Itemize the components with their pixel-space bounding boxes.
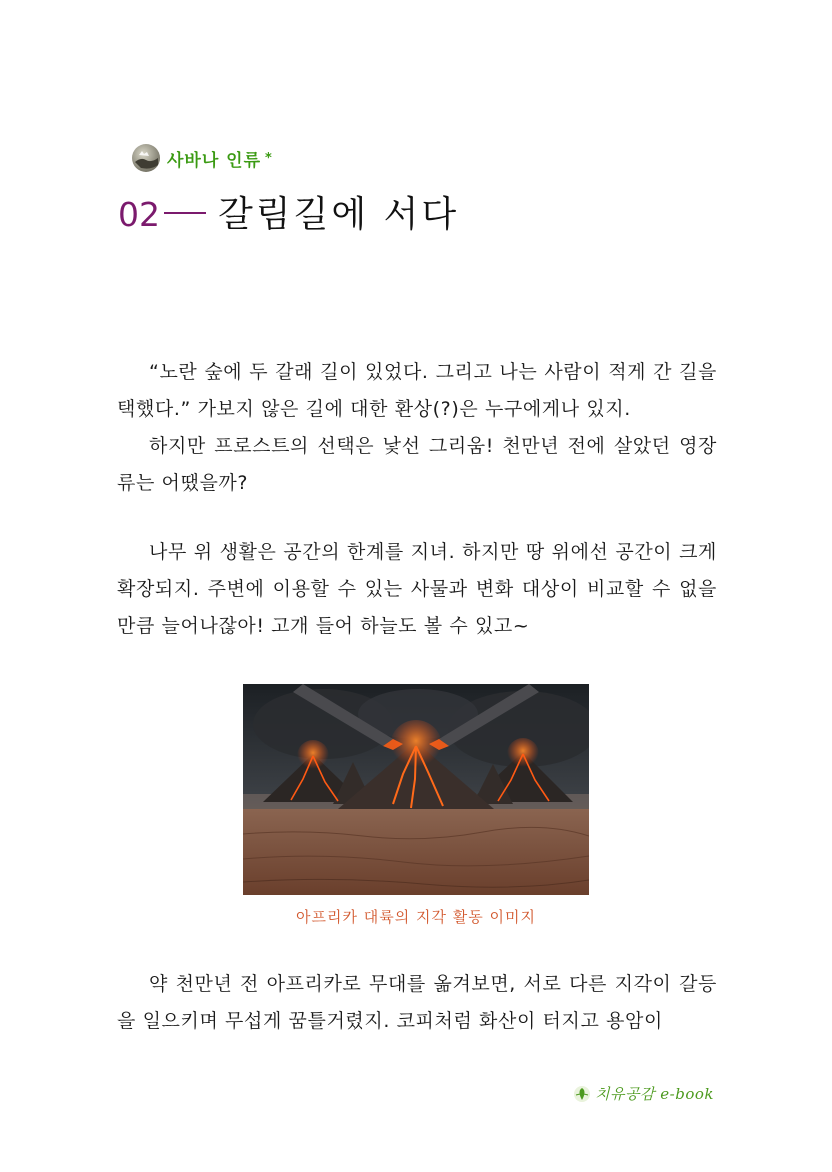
series-header <box>131 143 272 173</box>
paragraph: 약 천만년 전 아프리카로 무대를 옮겨보면, 서로 다른 지각이 갈등을 일으키며 무섭게 꿈틀거렸지. 코피처럼 화산이 터지고 용암이 <box>117 973 717 1032</box>
footer-brand-text: 치유공감 e-book <box>595 1085 714 1103</box>
paragraph: 하지만 프로스트의 선택은 낯선 그리움! 천만년 전에 살았던 영장류는 어땠을까? <box>117 435 717 494</box>
paragraph-group-1 <box>117 354 717 502</box>
paragraph-group-2 <box>117 534 717 645</box>
paragraph: “노란 숲에 두 갈래 길이 있었다. 그리고 나는 사람이 적게 간 길을 택했다.” 가보지 않은 길에 대한 환상(?)은 누구에게나 있지. <box>117 361 718 420</box>
leaf-logo-icon <box>573 1085 591 1103</box>
chapter-heading <box>118 186 459 237</box>
volcano-illustration <box>243 684 589 895</box>
series-label: 사바나 인류 <box>167 150 262 171</box>
paragraph: 나무 위 생활은 공간의 한계를 지녀. 하지만 땅 위에선 공간이 크게 확장되지. 주변에 이용할 수 있는 사물과 변화 대상이 비교할 수 없을 만큼 늘어나잖아! 고개 들어 하늘도 볼 수 있고~ <box>117 541 717 637</box>
savanna-badge-icon <box>131 143 161 173</box>
chapter-title: 갈림길에 서다 <box>218 194 460 235</box>
series-star: * <box>265 150 272 166</box>
chapter-number: 02 <box>118 195 160 234</box>
chapter-dash <box>164 212 206 214</box>
footer-brand <box>573 1083 714 1104</box>
volcano-image <box>243 684 589 895</box>
paragraph-group-3 <box>117 966 717 1040</box>
figure-caption: 아프리카 대륙의 지각 활동 이미지 <box>296 908 536 926</box>
